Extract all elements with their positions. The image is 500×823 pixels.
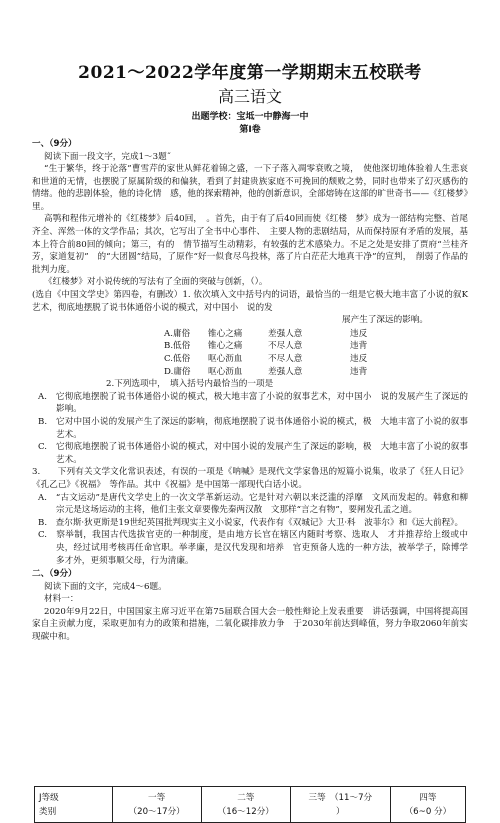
grade-range: （20～17分） (128, 806, 185, 817)
passage-paragraph-2: 高鹗和程伟元增补的《红楼梦》后40回， 。首先，由于有了后40回而使《红楼 梦》成为一部结构完整、首尾齐全、浑然一体的文学作品；其次，它写出了全书中心事件、 主要人物的悲剧结局，从而保持原有矛盾的发展，基本上符合前80回的倾向；第三，有的 情节描写生动精彩，有较强的艺术感染力。不足之处是安排了贾府“兰桂齐芳，家道复初” 的“大团圆”结局，了原作“好一似食尽鸟投林，落了片白茫茫大地真干净”的宣判， 削弱了作品的批判力度。 (32, 214, 468, 275)
grading-header-level: J等级 (39, 792, 59, 803)
section-1-heading: 一、（9分） (32, 139, 77, 149)
section-1-instruction: 阅读下面一段文字，完成1～3题˝ (44, 151, 171, 162)
option-word-3: 违反 (350, 328, 368, 339)
option-word-1: 锥心之痛 (208, 341, 243, 352)
option-word-2: 不尽人意 (268, 341, 303, 352)
option-word-3: 违反 (350, 354, 368, 364)
question-2-option-a: A. 它彻底地摆脱了说书体通俗小说的模式，极大地丰富了小说的叙事艺术，对中国小 说的发展产生了深远的影响。 (38, 391, 468, 415)
option-label: A.庸俗 (164, 328, 191, 339)
grading-col-2 (201, 787, 290, 823)
grade-level: 二等 (237, 792, 255, 803)
question-3-stem: 3. 下列有关文学文化常识表述，有误的一项是《呐喊》是现代文学家鲁迅的短篇小说集，收录了《狂人日记》《孔乙己》《祝福》 等作品。其中《祝福》是中国第一部现代白话小说。 (32, 467, 468, 490)
option-row (164, 328, 468, 341)
question-2-stem: 2.下列选项中， 填入括号内最恰当的一项是 (106, 379, 274, 390)
section-2-instruction: 阅读下面的文字，完成4～6题。 (44, 581, 167, 592)
grading-header-cell (35, 787, 113, 823)
grading-col-1 (112, 787, 201, 823)
question-2-option-b: B. 它对中国小说的发展产生了深远的影响，彻底地摆脱了说书体通俗小说的模式，极 大地丰富了小说的叙事艺术。 (38, 416, 468, 440)
grade-range: （6~0 分） (404, 806, 452, 817)
option-label: B.低俗 (164, 341, 191, 352)
option-label: C.低俗 (164, 354, 191, 364)
material-paragraph-1: 2020年9月22日，中国国家主席习近平在第75届联合国大会一般性辩论上发表重要 讲话强调，中国将提高国家自主贡献力度，采取更加有力的政策和措施，二氧化碳排放力争 于2030年前达到峰值，努力争取2060年前实现碳中和。 (32, 606, 468, 642)
grade-level: 一等 (148, 792, 166, 803)
option-word-2: 差强人意 (268, 366, 303, 377)
grade-range: ） (336, 806, 345, 817)
grading-table (34, 786, 466, 823)
option-row (164, 366, 468, 379)
option-word-1: 锥心之痛 (208, 328, 243, 339)
passage-paragraph-1: “生于繁华，终于沦落”曹雪芹的家世从鲜花着锦之盛，一下子落入凋零衰败之境， 使他深切地体验着人生悲哀和世道的无情，也摆脱了原属阶级的和偏狭，看到了封建贵族家庭不可挽回的颓败之势，同时也带来了幻灭感伤的情绪。他的悲剧体验，他的诗化情 感，他的探索精神，他的创新意识，全部熔铸在这部的旷世奇书——《红楼梦》里。 (32, 164, 468, 212)
option-label: D.庸俗 (164, 366, 191, 377)
material-label: 材料一： (44, 594, 79, 605)
question-3-option-b: B. 查尔斯·狄更斯是19世纪英国批判现实主义小说家，代表作有《双城记》大卫·科 波菲尔》和《远大前程》。 (38, 517, 464, 528)
passage-paragraph-3: 《红楼梦》对小说传统的写法有了全面的突破与创新，（）。 (44, 277, 268, 288)
option-word-2: 差强人意 (268, 328, 303, 339)
volume-label: 第Ⅰ卷 (239, 125, 261, 135)
grading-table-row (35, 787, 466, 823)
option-row (164, 340, 468, 353)
option-word-2: 不尽人意 (268, 354, 303, 364)
grade-level: 四等 (419, 792, 437, 803)
option-word-3: 违背 (350, 341, 368, 352)
exam-title: 2021～2022学年度第一学期期末五校联考 (78, 63, 422, 83)
exam-subject: 高三语文 (217, 87, 282, 106)
grading-col-4 (390, 787, 465, 823)
option-word-1: 呕心沥血 (208, 354, 243, 364)
option-row (164, 353, 468, 366)
section-2-heading: 二、（9分） (32, 569, 77, 580)
option-word-1: 呕心沥血 (208, 366, 243, 377)
question-1-stem-continued: 展产生了深远的影响。 (342, 315, 428, 326)
grade-level: 三等 （11～7分 (308, 792, 373, 803)
question-1-stem: (选自《中国文学史》第四卷，有删改）1. 依次填入文中括号内的词语，最恰当的一组是它极大地丰富了小说的叙K艺术，彻底地摆脱了说书体通俗小说的模式，对中国小 说的发 (32, 290, 468, 313)
question-2-option-c: C. 它彻底地摆脱了说书体通俗小说的模式，对中国小说的发展产生了深远的影响，极 大地丰富了小说的叙事艺术。 (38, 442, 468, 465)
option-word-3: 违背 (350, 366, 368, 377)
question-1-options (164, 328, 468, 378)
source-schools: 出题学校：宝坻一中静海一中 (191, 112, 309, 122)
question-3-option-a: A. “古文运动”是唐代文学史上的一次文学革新运动。它是针对六朝以来泛滥的浮靡 文风而发起的。韩愈和柳宗元是这场运动的主将，他们主张文章要像先秦两汉散 文那样“言之有物”，要闸发孔孟之道。 (38, 492, 468, 516)
grade-range: （16～12分） (217, 806, 274, 817)
grading-header-category: 类别 (39, 806, 57, 817)
question-3-option-c: C. 察举制，我国古代选拔官吏的一种制度，是由地方长官在辖区内随时考察、选取人 才并推荐给上级或中央，经过试用考核再任命官职。举孝廉，是汉代发现和培养 官吏预备人选的一种方法，被举学子，除博学多才外，更须事顺父母，行为清廉。 (38, 530, 468, 566)
grading-col-3 (290, 787, 390, 823)
